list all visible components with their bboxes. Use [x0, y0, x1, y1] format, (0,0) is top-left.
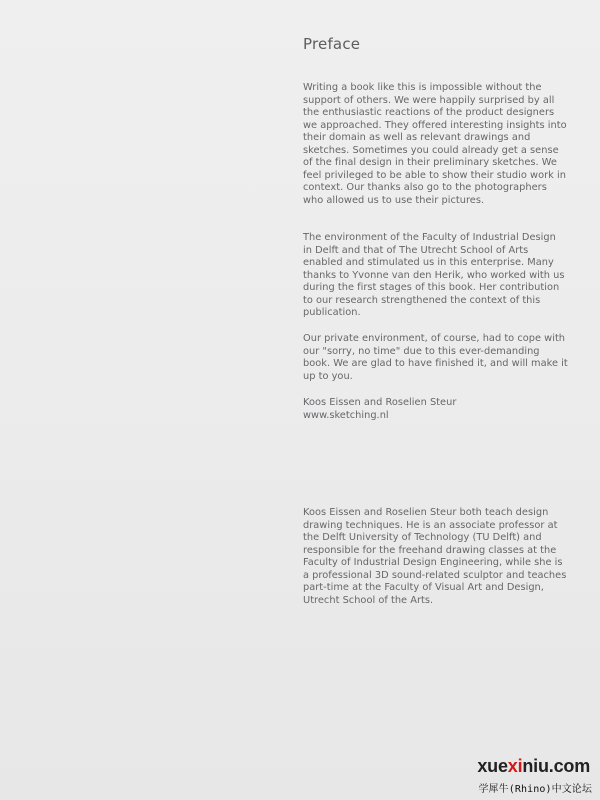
- site-caption: 学犀牛(Rhino)中文论坛: [478, 784, 592, 795]
- author-bio: Koos Eissen and Roselien Steur both teach design drawing techniques. He is an associate professor at the Delft University of Technology (TU Delft) and responsible for the freehand drawing classes at the Faculty of Industrial Design Engineering, while she is a professional 3D sound-related sculptor and teaches part-time at the Faculty of Visual Art and Design, Utrecht School of the Arts.: [303, 507, 567, 606]
- paragraph-1: Writing a book like this is impossible without the support of others. We were happily surprised by all the enthusiastic reactions of the product designers we approached. They offered interesting insights into their domain as well as relevant drawings and sketches. Sometimes you could already get a sense of the final design in their preliminary sketches. We feel privileged to be able to show their studio work in context. Our thanks also go to the photographers who allowed us to use their pictures.: [303, 82, 567, 206]
- paragraph-3: Our private environment, of course, had to cope with our "sorry, no time" due to this ever-demanding book. We are glad to have finished it, and will make it up to you.: [303, 333, 568, 382]
- author-website: www.sketching.nl: [303, 409, 389, 421]
- author-names: Koos Eissen and Roselien Steur: [303, 397, 457, 408]
- page-title: Preface: [303, 35, 361, 53]
- site-logo: [440, 756, 590, 777]
- logo-accent: xi: [507, 756, 523, 776]
- logo-prefix: xue: [477, 756, 508, 776]
- paragraph-2: The environment of the Faculty of Industrial Design in Delft and that of The Utrecht School of Arts enabled and stimulated us in this enterprise. Many thanks to Yvonne van den Herik, who worked with us during the first stages of this book. Her contribution to our research strengthened the context of this publication.: [303, 232, 565, 318]
- signature-block: [303, 397, 503, 422]
- preface-content: [303, 35, 573, 606]
- logo-suffix: niu.com: [522, 756, 590, 776]
